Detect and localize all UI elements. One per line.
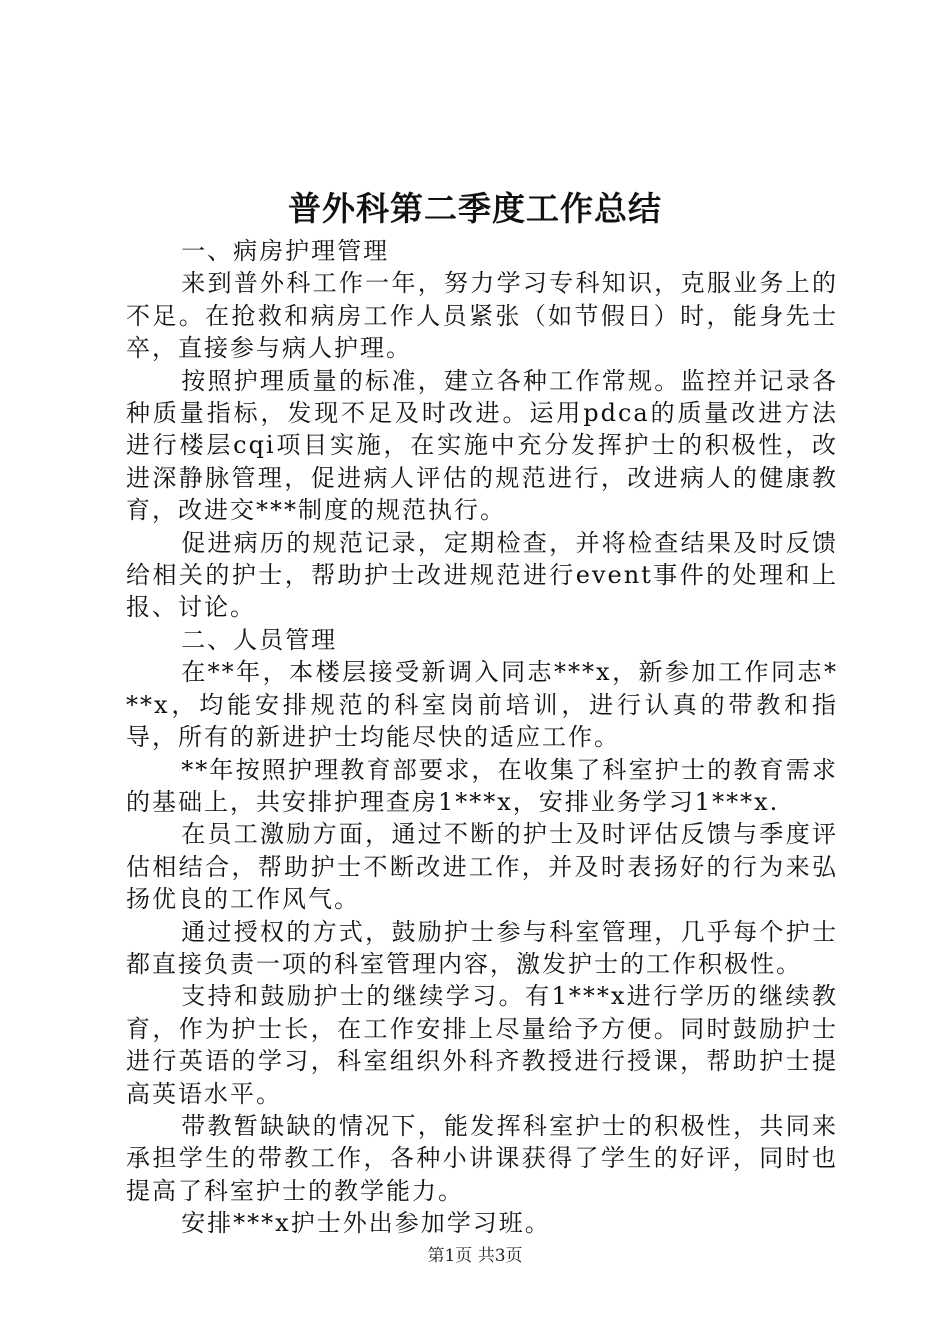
paragraph: 来到普外科工作一年，努力学习专科知识，克服业务上的不足。在抢救和病房工作人员紧张（如节假日）时，能身先士卒，直接参与病人护理。 (126, 269, 838, 363)
paragraph: 安排***x护士外出参加学习班。 (181, 1209, 551, 1238)
page-number-footer: 第1页 共3页 (427, 1246, 523, 1266)
paragraph: 促进病历的规范记录，定期检查，并将检查结果及时反馈给相关的护士，帮助护士改进规范进行event事件的处理和上报、讨论。 (126, 528, 838, 622)
paragraph: 在员工激励方面，通过不断的护士及时评估反馈与季度评估相结合，帮助护士不断改进工作，并及时表扬好的行为来弘扬优良的工作风气。 (126, 820, 838, 914)
paragraph: 在**年，本楼层接受新调入同志***x，新参加工作同志***x，均能安排规范的科室岗前培训，进行认真的带教和指导，所有的新进护士均能尽快的适应工作。 (126, 658, 838, 752)
paragraph: 带教暂缺缺的情况下，能发挥科室护士的积极性，共同来承担学生的带教工作，各种小讲课获得了学生的好评，同时也提高了科室护士的教学能力。 (126, 1111, 838, 1205)
paragraph: 按照护理质量的标准，建立各种工作常规。监控并记录各种质量指标，发现不足及时改进。运用pdca的质量改进方法进行楼层cqi项目实施，在实施中充分发挥护士的积极性，改进深静脉管理，促进病人评估的规范进行，改进病人的健康教育，改进交***制度的规范执行。 (126, 366, 838, 525)
section-heading-staff-management: 二、人员管理 (181, 625, 338, 654)
document-title: 普外科第二季度工作总结 (288, 189, 662, 228)
section-heading-ward-management: 一、病房护理管理 (181, 237, 390, 265)
paragraph: 支持和鼓励护士的继续学习。有1***x进行学历的继续教育，作为护士长，在工作安排上尽量给予方便。同时鼓励护士进行英语的学习，科室组织外科齐教授进行授课，帮助护士提高英语水平。 (126, 982, 838, 1108)
paragraph: **年按照护理教育部要求，在收集了科室护士的教育需求的基础上，共安排护理查房1***x，安排业务学习1***x. (126, 755, 838, 816)
paragraph: 通过授权的方式，鼓励护士参与科室管理，几乎每个护士都直接负责一项的科室管理内容，激发护士的工作积极性。 (126, 917, 838, 978)
document-body (126, 235, 838, 1240)
